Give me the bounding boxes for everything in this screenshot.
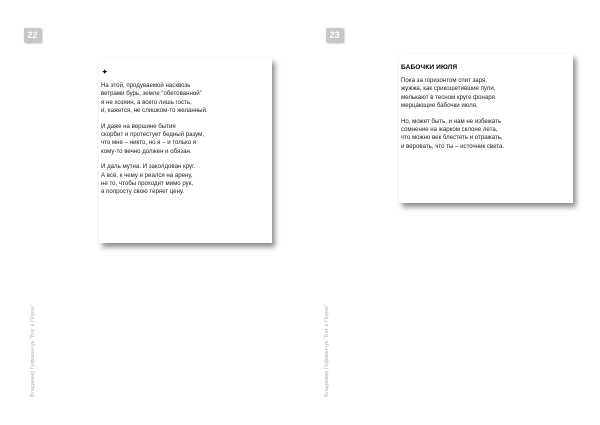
- poem-line: что мне – никто, но я – и только я: [101, 139, 197, 147]
- poem-line: что можно век блестеть и отражать,: [401, 134, 503, 142]
- poem-line: кому-то вечно должен и обязан.: [101, 147, 192, 155]
- poem-line: И даль мутна. И заколдован круг.: [101, 163, 196, 171]
- poem-line: а попросту свою теряет цену.: [101, 188, 185, 196]
- poem-line: сомнение на жарком склоне лета,: [401, 126, 498, 134]
- right-page: [300, 0, 600, 425]
- poem-line: Пока за горизонтом спит заря,: [401, 77, 488, 84]
- poem-line: На этой, продуваемой насквозь: [101, 82, 191, 89]
- stanza: [401, 77, 573, 111]
- poem-line: ветрами бурь, земле “обетованной”: [101, 90, 202, 98]
- poem-line: и веровать, что ты – источник света.: [401, 142, 505, 150]
- poem-line: мелькают в тесном круге фонаря: [401, 93, 495, 101]
- page-number: 22: [24, 28, 41, 42]
- poem-title: ✦: [102, 69, 108, 76]
- poem-card: [99, 58, 272, 243]
- poem-line: скорбит и протестует бедный разум,: [101, 131, 205, 139]
- poem-line: А всё, к чему я реался на арену,: [101, 171, 193, 179]
- stanza: [101, 82, 272, 116]
- author-spine-text: Владимир Гофманчук "Бог и Порок": [324, 304, 330, 397]
- poem-line: Но, может быть, и нам не избежать: [401, 117, 502, 125]
- poem-card: [399, 54, 573, 203]
- poem-line: не то, чтобы проходит мимо рук,: [101, 180, 194, 188]
- page-number: 23: [326, 28, 343, 42]
- stanza: [101, 163, 272, 197]
- stanza: [101, 123, 272, 157]
- poem-line: И даже на вершине бытия: [101, 122, 176, 130]
- poem-line: я не хозяин, а всего лишь гость,: [101, 98, 192, 106]
- poem-line: и, кажется, не слишком-то желанный.: [101, 107, 208, 115]
- poem-title: БАБОЧКИ ИЮЛЯ: [401, 64, 458, 71]
- poem-line: жужжа, как срикошетившие пули,: [401, 85, 496, 93]
- stanza: [401, 118, 573, 152]
- author-spine-text: Владимир Гофманчук "Бог и Порок": [30, 304, 36, 397]
- poem-line: мерцающие бабочки июля.: [401, 102, 478, 110]
